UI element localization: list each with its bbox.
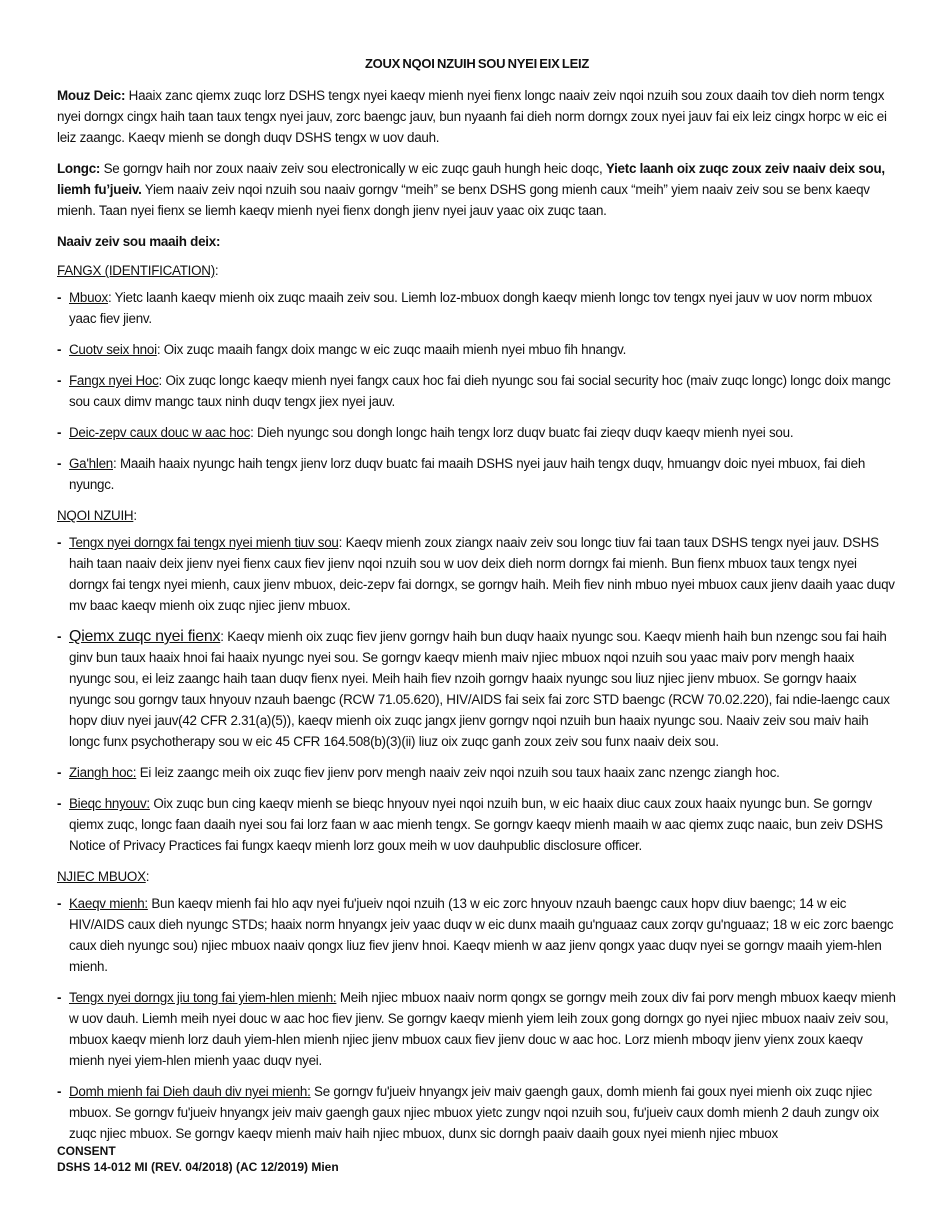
section-title-text: NJIEC MBUOX [57, 869, 146, 884]
longc-text-2: Yiem naaiv zeiv nqoi nzuih sou naaiv gorngv “meih” se benx DSHS gong mienh caux “meih” yiem naaiv zeiv sou se benx kaeqv mienh. Taan nyei fienx se liemh kaeqv mienh nyei fienx dongh jienv nyei jauv yaac oix zuqc taan. [57, 182, 870, 218]
bullet-dash-icon: - [57, 629, 62, 644]
footer-form-id: DSHS 14-012 MI (REV. 04/2018) (AC 12/2019) Mien [57, 1160, 339, 1174]
item-text: Meih njiec mbuox naaiv norm qongx se gorngv meih zoux div fai porv mengh mbuox kaeqv mienh w uov dauh. Liemh meih nyei douc w aac hoc fiev jienv. Se gorngv kaeqv mienh yiem leih zoux gong dorngx go nyei njiec mbuox naaiv zeiv sou, mbuox kaeqv mienh lorz dauh yiem-hlen mienh njiec jienv mbuox caux fiev jienv douc w aac hoc. Lorz mienh mboqv jienv yienx zoux kaeqv mienh nyei yiem-hlen mienh yaac duqv nyei. [69, 990, 896, 1068]
list-item [57, 453, 897, 495]
longc-bold-text: Yietc laanh oix zuqc zoux zeiv naaiv deix sou, liemh fu’jueiv. [57, 161, 885, 197]
list-item [57, 1081, 897, 1144]
item-label: Ziangh hoc: [69, 765, 137, 780]
longc-text: Se gorngv haih nor zoux naaiv zeiv sou electronically w eic zuqc gauh hungh heic doqc, [100, 161, 606, 176]
intro-label: Mouz Deic: [57, 88, 126, 103]
section-title-text: NQOI NZUIH [57, 508, 134, 523]
bullet-dash-icon: - [57, 990, 62, 1005]
list-item [57, 762, 897, 783]
item-label: Qiemx zuqc nyei fienx [69, 628, 221, 645]
item-text: : Kaeqv mienh oix zuqc fiev jienv gorngv haih bun duqv haaix nyungc sou. Kaeqv mienh haih bun nzengc sou fai haih ginv bun taux haaix hnoi fai haaix nyungc nyei sou. Se gorngv kaeqv mienh maiv njiec mbuox nqoi nzuih sou yaac maiv porv mengh haaix nyungc sou, ei leiz zaangc haih taan duqv fienx nyei. Meih haih fiev nzoih gorngv haaix nyungc sou liuz njiec jienv mbuox. Se gorngv haaix nyungc sou gorngv taux hnyouv nzauh baengc (RCW 71.05.620), HIV/AIDS fai seix fai zorc STD baengc (RCW 70.02.220), fai ndie-laengc caux hopv diuv nyei jauv(42 CFR 2.31(a)(5)), kaeqv mienh oix zuqc jangx jienv gorngv nqoi nzuih bun haaix nyungc sou. Naaiv zeiv sou maiv haih longc funx psychotherapy sou w eic 45 CFR 164.508(b)(3)(ii) liuz oix zuqc ganh zoux zeiv sou funx naaiv deix sou. [69, 629, 890, 749]
item-label: Tengx nyei dorngx jiu tong fai yiem-hlen mienh: [69, 990, 337, 1005]
intro-paragraph [57, 85, 897, 148]
item-text: Se gorngv fu'jueiv hnyangx jeiv maiv gaengh gaux, domh mienh fai goux nyei mienh oix zuqc njiec mbuox. Se gorngv fu'jueiv hnyangx jeiv maiv gaengh gaux njiec mbuox yietc zungv nqoi nzuih sou, fu'jueiv caux domh mienh 2 dauh zungv oix zuqc njiec mbuox. Se gorngv kaeqv mienh maiv haih njiec mbuox, dunx sic dorngh paaiv daaih goux nyei mienh njiec mbuox [69, 1084, 879, 1141]
contents-heading: Naaiv zeiv sou maaih deix: [57, 234, 221, 249]
item-label: Cuotv seix hnoi [69, 342, 157, 357]
bullet-dash-icon: - [57, 290, 62, 305]
item-text: : Maaih haaix nyungc haih tengx jienv lorz duqv buatc fai maaih DSHS nyei jauv haih tengx duqv, hmuangv doic nyei mbuox, fai dieh nyungc. [69, 456, 866, 492]
form-footer [57, 1143, 339, 1175]
bullet-list [57, 532, 897, 856]
section-title-text: FANGX (IDENTIFICATION) [57, 263, 215, 278]
list-item [57, 339, 897, 360]
item-label: Tengx nyei dorngx fai tengx nyei mienh tiuv sou [69, 535, 339, 550]
item-text: : Oix zuqc longc kaeqv mienh nyei fangx caux hoc fai dieh nyungc sou fai social security hoc (maiv zuqc longc) longc doix mangc sou caux dimv mangc taux ninh duqv tengx jiex nyei jauv. [69, 373, 891, 409]
bullet-dash-icon: - [57, 425, 62, 440]
item-label: Mbuox [69, 290, 108, 305]
section-title: NJIEC MBUOX: [57, 869, 150, 884]
list-item [57, 626, 897, 752]
list-item [57, 370, 897, 412]
list-item [57, 422, 897, 443]
bullet-dash-icon: - [57, 765, 62, 780]
item-label: Deic-zepv caux douc w aac hoc [69, 425, 251, 440]
item-text: Bun kaeqv mienh fai hlo aqv nyei fu'jueiv nqoi nzuih (13 w eic zorc hnyouv nzauh baengc caux hopv diuv baengc; 14 w eic HIV/AIDS caux dieh nyungc STDs; haaix norm hnyangx jeiv yaac duqv w eic dunx maaih gu'nguaaz caux zorqv gu'nguaaz; 18 w eic zorc baengc caux dieh nyungc sou) njiec mbuox naaiv qongx liuz fiev jienv hnoi. Kaeqv mienh w aaz jienv qongx yaac duqv nyei se gorngv maaih yiem-hlen mienh. [69, 896, 894, 974]
item-text: : Yietc laanh kaeqv mienh oix zuqc maaih zeiv sou. Liemh loz-mbuox dongh kaeqv mienh longc tov tengx nyei jauv w uov norm mbuox yaac fiev jienv. [69, 290, 872, 326]
item-text: Oix zuqc bun cing kaeqv mienh se bieqc hnyouv nyei nqoi nzuih bun, w eic haaix diuc caux zoux haaix nyungc bun. Se gorngv qiemx zuqc, longc faan daaih nyei sou fai lorz faan w aac mienh tengx. Se gorngv kaeqv mienh maaih w aac qiemx zuqc naaic, bun zeiv DSHS Notice of Privacy Practices fai fungx kaeqv mienh lorz goux meih w uov dauhpublic disclosure officer. [69, 796, 883, 853]
item-label: Fangx nyei Hoc [69, 373, 159, 388]
item-label: Kaeqv mienh: [69, 896, 148, 911]
longc-label: Longc: [57, 161, 101, 176]
list-item [57, 287, 897, 329]
bullet-dash-icon: - [57, 373, 62, 388]
section-title: FANGX (IDENTIFICATION): [57, 263, 219, 278]
bullet-dash-icon: - [57, 535, 62, 550]
longc-paragraph [57, 158, 897, 221]
bullet-dash-icon: - [57, 1084, 62, 1099]
item-text: : Kaeqv mienh zoux ziangx naaiv zeiv sou longc tiuv fai taan taux DSHS tengx nyei jauv. DSHS haih taan naaiv deix jienv nyei fienx caux fiev jienv nqoi nzuih sou w uov deix dieh norm dorngx fai mienh. Bun fienx mbuox taux tengx nyei dorngx fai tengx nyei mienh, caux jienv mbuox, deic-zepv fai dorngx, se gorngv haih. Meih fiev ninh mbuo nyei mbuox caux jienv daaih yaac duqv mv baac kaeqv mienh oix zuqc njiec jienv mbuox. [69, 535, 895, 613]
bullet-list [57, 893, 897, 1144]
list-item [57, 532, 897, 616]
list-item [57, 987, 897, 1071]
bullet-dash-icon: - [57, 342, 62, 357]
item-text: : Oix zuqc maaih fangx doix mangc w eic zuqc maaih mienh nyei mbuo fih hnangv. [156, 342, 627, 357]
bullet-list [57, 287, 897, 495]
item-text: Ei leiz zaangc meih oix zuqc fiev jienv porv mengh naaiv zeiv nqoi nzuih sou taux haaix zanc nzengc ziangh hoc. [136, 765, 780, 780]
bullet-dash-icon: - [57, 896, 62, 911]
item-text: : Dieh nyungc sou dongh longc haih tengx lorz duqv buatc fai zieqv duqv kaeqv mienh nyei sou. [250, 425, 794, 440]
list-item [57, 793, 897, 856]
item-label: Bieqc hnyouv: [69, 796, 150, 811]
bullet-dash-icon: - [57, 456, 62, 471]
list-item [57, 893, 897, 977]
bullet-dash-icon: - [57, 796, 62, 811]
sections [57, 260, 897, 1144]
document-title: ZOUX NQOI NZUIH SOU NYEI EIX LEIZ [364, 56, 590, 71]
footer-consent: CONSENT [57, 1144, 116, 1158]
intro-text: Haaix zanc qiemx zuqc lorz DSHS tengx nyei kaeqv mienh nyei fienx longc naaiv zeiv nqoi nzuih sou zoux daaih tov dieh norm tengx nyei dorngx cingx haih taan taux tengx nyei jauv, zorc baengc jauv, bun nyaanh fai dieh norm dorngx zoux nyei jauv fai eix leiz cingx horpc w eic ei leiz zaangc. Kaeqv mienh se dongh duqv DSHS tengx w uov dauh. [57, 88, 887, 145]
document-page [57, 56, 897, 1154]
item-label: Ga'hlen [69, 456, 113, 471]
section-title: NQOI NZUIH: [57, 508, 137, 523]
item-label: Domh mienh fai Dieh dauh div nyei mienh: [69, 1084, 311, 1099]
